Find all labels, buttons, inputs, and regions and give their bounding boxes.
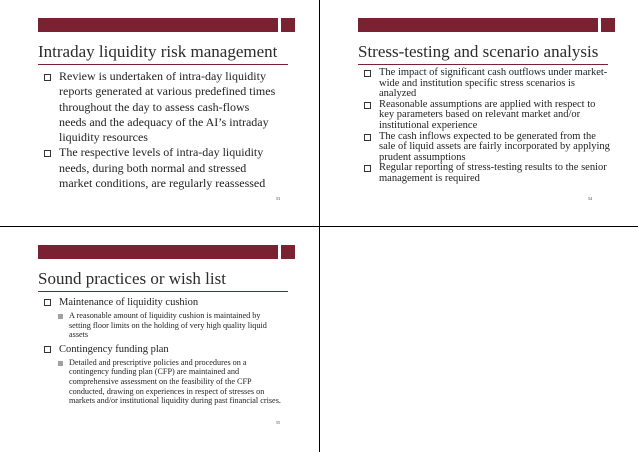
slide-body	[364, 68, 610, 185]
slide-body	[44, 296, 282, 406]
sub-bullet-item	[58, 358, 282, 406]
bullet-item	[364, 132, 610, 164]
slide-body	[44, 69, 276, 191]
slide-title: Stress-testing and scenario analysis	[358, 42, 599, 61]
bullet-item	[364, 163, 610, 184]
header-square	[601, 18, 615, 32]
bullet-text: The cash inflows expected to be generated from the sale of liquid assets are fairly incorporated by applying prudent assumptions	[379, 130, 610, 163]
sub-bullet-item	[58, 311, 282, 340]
bullet-text: Review is undertaken of intra-day liquidity reports generated at various predefined times throughout the day to assess cash-flows needs and the adequacy of the AI’s intraday liquidity resources	[59, 69, 276, 145]
slide-title: Intraday liquidity risk management	[38, 42, 278, 61]
title-underline	[358, 64, 608, 65]
bullet-item	[364, 68, 610, 100]
bullet-text: The impact of significant cash outflows under market-wide and institution specific stress scenarios is analyzed	[379, 67, 608, 100]
sub-bullet-text: A reasonable amount of liquidity cushion is maintained by setting floor limits on the holding of very high quality liquid assets	[69, 311, 267, 340]
hollow-square-icon	[364, 165, 371, 172]
header-bars	[358, 18, 615, 32]
page-number: 55	[276, 420, 280, 425]
sub-bullet-text: Detailed and prescriptive policies and procedures on a contingency funding plan (CFP) are maintained and comprehensive assessment on the feasibility of the CFP conducted, drawing on experiences in respect of stresses on markets and/or institutional liquidity during past financial crises.	[69, 357, 281, 406]
slide-intraday-liquidity	[0, 0, 319, 226]
page-number: 54	[588, 196, 592, 201]
title-underline	[38, 64, 288, 65]
header-bars	[38, 18, 295, 32]
page-number: 53	[276, 196, 280, 201]
slide-stress-testing	[320, 0, 638, 226]
slide-title: Sound practices or wish list	[38, 269, 226, 288]
title-underline	[38, 291, 288, 292]
header-bar	[358, 18, 598, 32]
bullet-item	[44, 69, 276, 145]
header-square	[281, 18, 295, 32]
hollow-square-icon	[364, 134, 371, 141]
bullet-item	[44, 145, 276, 191]
bullet-text: Reasonable assumptions are applied with respect to key parameters based on relevant market and/or institutional experience	[379, 98, 596, 131]
header-square	[281, 245, 295, 259]
header-bars	[38, 245, 295, 259]
hollow-square-icon	[44, 299, 51, 306]
header-bar	[38, 18, 278, 32]
slide-sound-practices	[0, 227, 319, 452]
hollow-square-icon	[364, 70, 371, 77]
bullet-item	[44, 343, 282, 356]
bullet-text: The respective levels of intra-day liquidity needs, during both normal and stressed market conditions, are regularly reassessed	[59, 145, 266, 191]
bullet-item	[364, 100, 610, 132]
hollow-square-icon	[44, 150, 51, 157]
filled-square-icon	[58, 361, 63, 366]
header-bar	[38, 245, 278, 259]
hollow-square-icon	[364, 102, 371, 109]
hollow-square-icon	[44, 346, 51, 353]
filled-square-icon	[58, 314, 63, 319]
hollow-square-icon	[44, 74, 51, 81]
bullet-text: Regular reporting of stress-testing results to the senior management is required	[379, 162, 607, 184]
bullet-text: Contingency funding plan	[59, 343, 169, 355]
bullet-text: Maintenance of liquidity cushion	[59, 297, 199, 308]
bullet-item	[44, 296, 282, 309]
